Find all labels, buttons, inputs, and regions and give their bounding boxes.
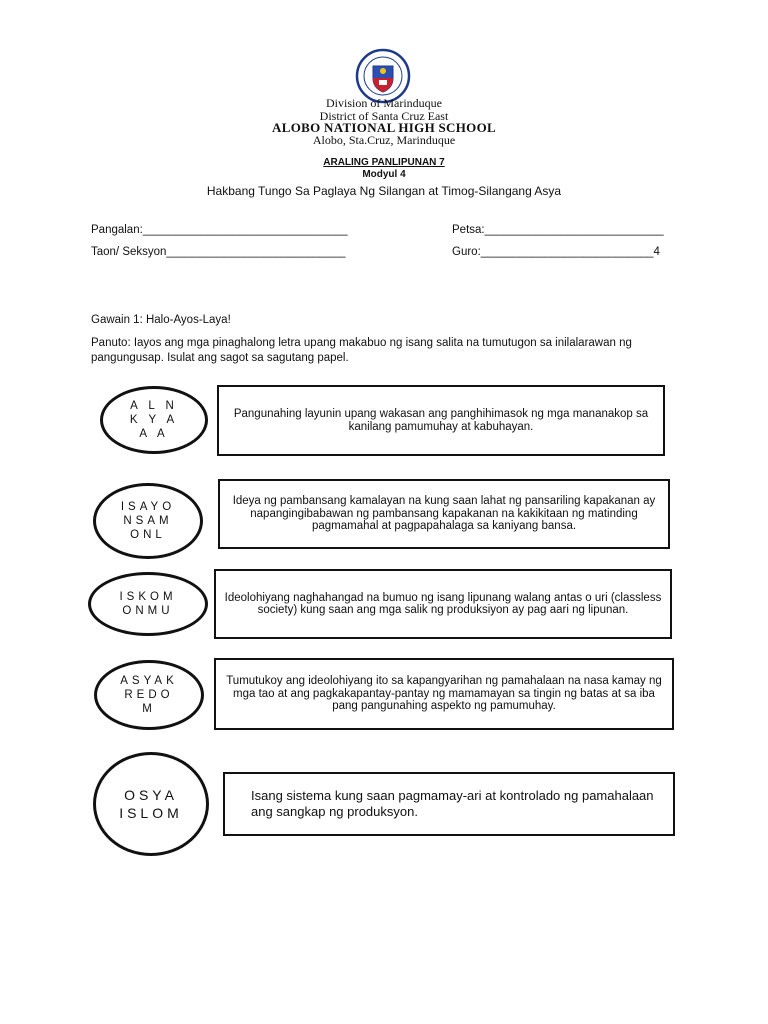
module-title: Hakbang Tungo Sa Paglaya Ng Silangan at Timog-Silangang Asya [206, 184, 562, 198]
definition-text: Ideolohiyang naghahangad na bumuo ng isang lipunang walang antas o uri (classless society) kung saan ang mga salik ng produksiyon ay pag aari ng lipunan. [224, 591, 662, 616]
scrambled-line: OSYA [124, 787, 178, 803]
division-name: Division of Marinduque [326, 96, 442, 110]
definition-text: Ideya ng pambansang kamalayan na kung saan lahat ng pansariling kapakanan ay napangingibabawan ng pambansang kapakanan na kakikitaan ng matinding pagmamahal at pagpapahalaga sa kaniyang bansa. [232, 495, 656, 533]
scrambled-line: M [142, 703, 156, 715]
scrambled-line: ONL [130, 529, 166, 541]
scrambled-line: A A [139, 428, 169, 440]
scrambled-word-oval [93, 483, 203, 559]
definition-text: Tumutukoy ang ideolohiyang ito sa kapangyarihan ng pamahalaan na nasa kamay ng mga tao at ang pagkakapantay-pantay ng mamamayan sa tingin ng batas at sa iba pang pangunahing aspekto ng pamumuhay. [226, 675, 662, 713]
definition-text: Isang sistema kung saan pagmamay-ari at kontrolado ng pamahalaan ang sangkap ng produksyon. [251, 788, 654, 819]
scrambled-word-oval [93, 752, 209, 856]
section-field: Taon/ Seksyon____________________________ [91, 246, 346, 258]
scrambled-word-oval [94, 660, 204, 730]
school-name: ALOBO NATIONAL HIGH SCHOOL [272, 120, 496, 135]
scrambled-line: K Y A [129, 414, 179, 426]
activity-instructions: Panuto: Iayos ang mga pinaghalong letra upang makabuo ng isang salita na tumutugon sa inilalarawan ng pangungusap. Isulat ang sagot sa sagutang papel. [91, 337, 632, 364]
subject-title: ARALING PANLIPUNAN 7 [323, 157, 445, 168]
scrambled-line: ONMU [122, 605, 174, 617]
teacher-field: Guro:___________________________4 [452, 246, 660, 258]
definition-box [214, 658, 674, 730]
name-field: Pangalan:________________________________ [91, 224, 348, 236]
scrambled-line: REDO [124, 689, 174, 701]
activity-title: Gawain 1: Halo-Ayos-Laya! [91, 314, 231, 326]
definition-box [214, 569, 672, 639]
definition-box [218, 479, 670, 549]
module-number: Modyul 4 [362, 169, 406, 180]
definition-text: Pangunahing layunin upang wakasan ang panghihimasok ng mga mananakop sa kanilang pamumuhay at kabuhayan. [233, 407, 649, 433]
scrambled-word-oval [100, 386, 208, 454]
scrambled-line: ASYAK [120, 675, 178, 687]
school-address: Alobo, Sta.Cruz, Marinduque [312, 133, 456, 147]
scrambled-line: A L N [130, 400, 178, 412]
scrambled-word-oval [88, 572, 208, 636]
definition-box [223, 772, 675, 836]
definition-box [217, 385, 665, 456]
scrambled-line: NSAM [123, 515, 173, 527]
scrambled-line: ISLOM [119, 805, 183, 821]
date-field: Petsa:____________________________ [452, 224, 664, 236]
scrambled-line: ISAYO [120, 501, 176, 513]
district-name: District of Santa Cruz East [319, 109, 449, 123]
scrambled-line: ISKOM [119, 591, 177, 603]
